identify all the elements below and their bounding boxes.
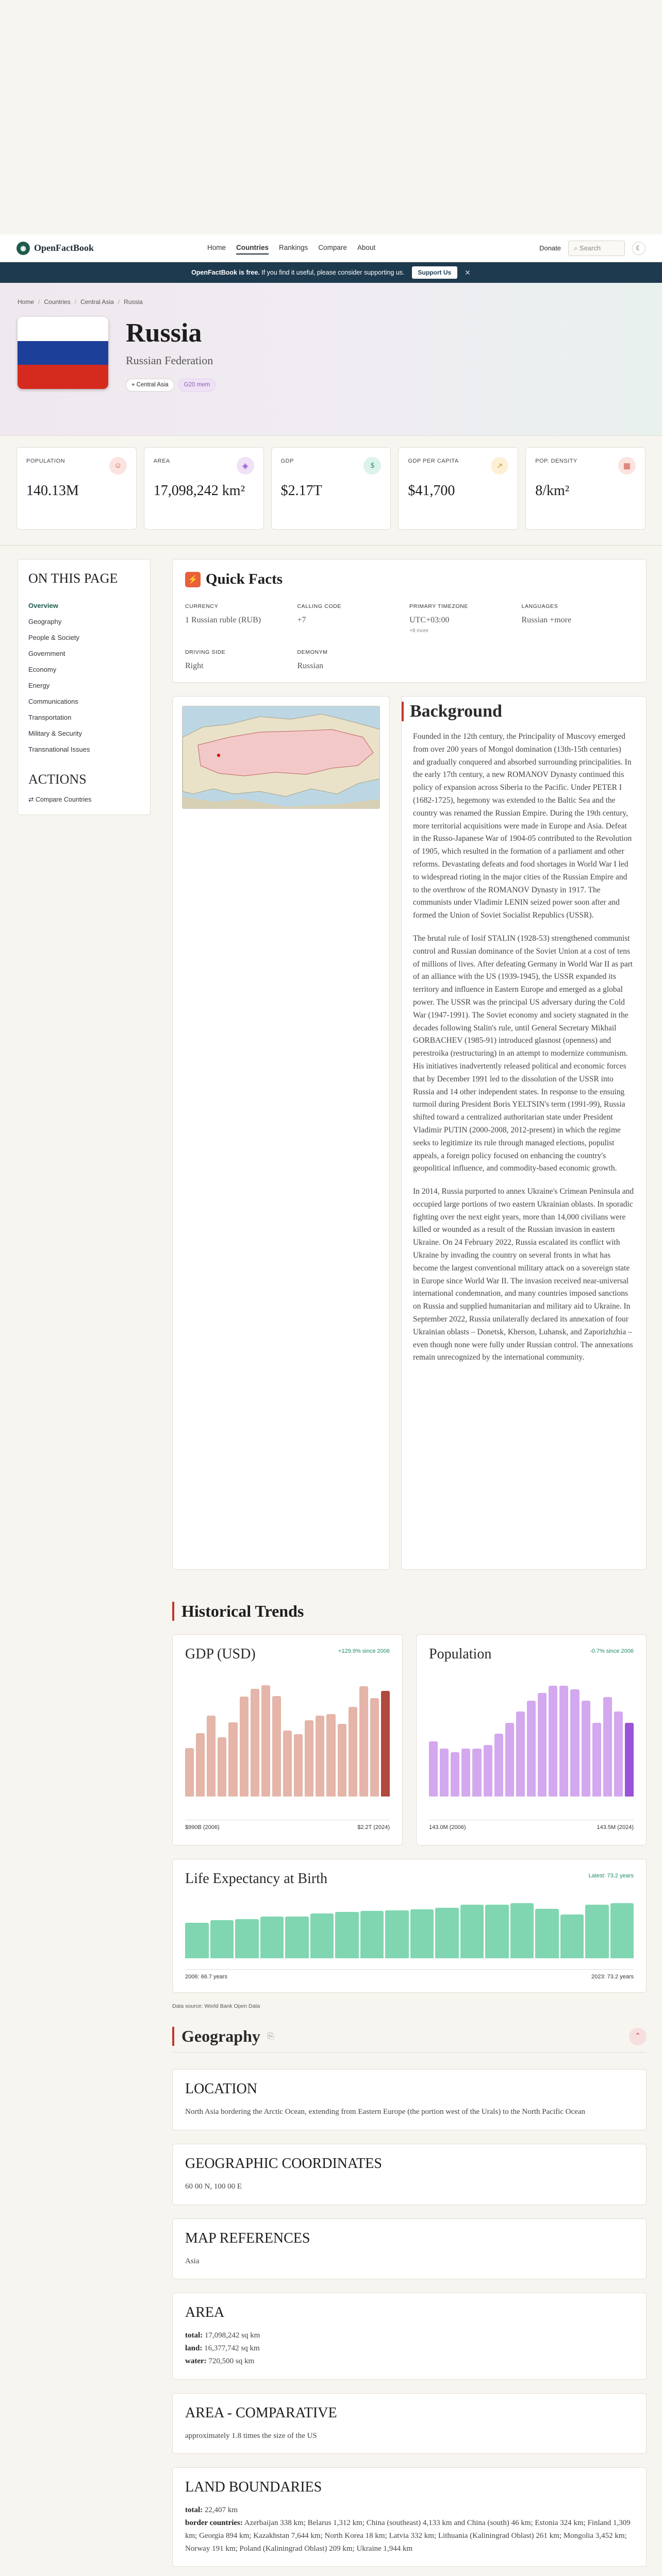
geography-header (172, 2027, 647, 2053)
search-input[interactable] (568, 241, 625, 256)
gdp-bar (261, 1685, 270, 1797)
geography-card (172, 2393, 647, 2454)
gdp-bar (272, 1696, 281, 1797)
stat-card (144, 447, 264, 530)
geography-card (172, 2069, 647, 2130)
crumb-countries[interactable]: Countries (44, 298, 71, 306)
geography-card-line (185, 2504, 634, 2517)
life-bar (510, 1903, 534, 1958)
quick-fact (409, 603, 522, 634)
toc-item[interactable]: Transportation (28, 714, 72, 721)
population-bar (582, 1701, 590, 1797)
population-bar (625, 1723, 634, 1797)
stat-label: POP. DENSITY (535, 458, 577, 464)
geography-card-title: MAP REFERENCES (185, 2230, 310, 2246)
stat-card (16, 447, 137, 530)
fact-label: DEMONYM (297, 649, 328, 655)
line-text: 17,098,242 sq km (204, 2331, 260, 2340)
life-bar (335, 1912, 359, 1958)
gdp-bar (251, 1689, 259, 1797)
area-icon: ◈ (237, 457, 254, 474)
collapse-icon[interactable]: ⌃ (629, 2028, 647, 2045)
globe-icon: ◉ (16, 242, 30, 255)
population-bar (592, 1723, 601, 1797)
compare-countries-link[interactable]: ⇄ Compare Countries (28, 796, 92, 803)
country-hero (0, 283, 662, 436)
life-bar (610, 1903, 634, 1958)
actions-title: ACTIONS (28, 772, 87, 787)
gdp-bar (218, 1737, 226, 1797)
stat-card (398, 447, 518, 530)
life-bar (360, 1911, 384, 1958)
population-bar (429, 1741, 438, 1797)
map-card (172, 696, 390, 1570)
sidebar (18, 559, 151, 2576)
geography-card (172, 2144, 647, 2205)
life-bar (185, 1923, 209, 1958)
geography-card-line (185, 2255, 634, 2268)
top-whitespace (0, 0, 662, 234)
geography-card-title: GEOGRAPHIC COORDINATES (185, 2155, 382, 2172)
logo[interactable] (16, 242, 207, 255)
page-toc (18, 559, 151, 815)
nav-link-countries[interactable]: Countries (236, 242, 269, 255)
geography-card-line (185, 2342, 634, 2355)
lightning-icon: ⚡ (185, 572, 201, 587)
close-icon[interactable]: ✕ (465, 268, 471, 277)
compare-icon: ⇄ (28, 796, 34, 803)
population-bar (527, 1701, 536, 1797)
line-label: water: (185, 2357, 207, 2365)
country-flag (18, 317, 108, 389)
nav-link-rankings[interactable]: Rankings (279, 244, 308, 251)
stat-value: $2.17T (280, 483, 322, 499)
main-content (172, 559, 647, 2576)
gdp-bar (240, 1697, 249, 1797)
line-text: Asia (185, 2257, 200, 2265)
flag-stripe (18, 365, 108, 389)
population-bar (559, 1686, 568, 1797)
gdp-bar (326, 1714, 335, 1797)
stat-card (525, 447, 646, 530)
gdp-bar (228, 1722, 237, 1797)
logo-text: OpenFactBook (34, 243, 94, 253)
toc-item[interactable]: Economy (28, 666, 57, 673)
geography-card (172, 2467, 647, 2567)
population-bar (549, 1686, 557, 1797)
life-bar (310, 1913, 334, 1958)
gdp-start: $990B (2006) (185, 1824, 220, 1831)
geography-card-line (185, 2180, 634, 2193)
gdp-bar (349, 1707, 357, 1797)
breadcrumb: Home / Countries / Central Asia / Russia (18, 298, 143, 306)
line-text: 60 00 N, 100 00 E (185, 2182, 242, 2191)
gdp-bar (283, 1731, 292, 1797)
population-bar (614, 1711, 623, 1797)
fact-value: +7 (297, 616, 306, 624)
population-bar (603, 1697, 612, 1797)
toc-item[interactable]: Transnational Issues (28, 745, 90, 753)
population-bar (570, 1689, 579, 1797)
quick-facts-title: Quick Facts (206, 571, 283, 587)
line-text: approximately 1.8 times the size of the US (185, 2431, 317, 2440)
population-bar (538, 1693, 547, 1797)
geography-card (172, 2218, 647, 2280)
anchor-link-icon[interactable]: ⎘ (267, 2031, 274, 2041)
stat-label: GDP (280, 458, 294, 464)
data-source: Data source: World Bank Open Data (172, 2003, 260, 2009)
quick-fact (185, 603, 297, 634)
search-icon: ⌕ (574, 244, 580, 252)
population-start: 143.0M (2006) (429, 1824, 466, 1831)
life-bar (560, 1914, 584, 1958)
line-text: Azerbaijan 338 km; Belarus 1,312 km; China (southeast) 4,133 km and China (south) 46 km; Estonia 324 km; Finland 1,309 km; Georgia 894 km; Kazakhstan 7,644 km; North Korea 18 km; Latvia 332 km; Lithuania (Kaliningrad Oblast) 261 km; Mongolia 3,452 km; Norway 191 km; Poland (Kaliningrad Oblast) 209 km; Ukraine 1,944 km (185, 2519, 631, 2553)
geography-card-title: LOCATION (185, 2081, 257, 2097)
nav-links (207, 242, 375, 255)
gdp-bar (381, 1691, 390, 1797)
stat-value: $41,700 (408, 483, 455, 499)
nav-right (539, 241, 646, 256)
life-bar (535, 1909, 559, 1958)
fact-value: Russian (297, 662, 324, 670)
country-map[interactable] (182, 706, 380, 809)
population-bar (472, 1749, 481, 1797)
fact-label: DRIVING SIDE (185, 649, 226, 655)
flag-stripe (18, 317, 108, 341)
trends-title: Historical Trends (172, 1602, 647, 1621)
nav-link-home[interactable]: Home (207, 244, 226, 251)
quick-fact (297, 649, 410, 671)
line-label: total: (185, 2506, 203, 2515)
flag-stripe (18, 341, 108, 365)
nav-link-compare[interactable]: Compare (318, 244, 347, 251)
fact-value: UTC+03:00 (409, 616, 450, 624)
life-bar (460, 1905, 484, 1958)
crumb-current: Russia (124, 298, 143, 306)
line-label: total: (185, 2331, 203, 2340)
gdp-end: $2.2T (2024) (357, 1824, 390, 1831)
fact-more-link[interactable]: +8 more (409, 628, 428, 634)
membership-chip[interactable]: G20 mem (178, 379, 216, 392)
geography-card-line (185, 2355, 634, 2368)
fact-value: 1 Russian ruble (RUB) (185, 616, 261, 624)
fact-value: Russian +more (521, 616, 572, 624)
population-bar (516, 1711, 525, 1797)
crumb-region[interactable]: Central Asia (80, 298, 114, 306)
background-paragraph: In 2014, Russia purported to annex Ukraine's Crimean Peninsula and occupied large portions of two eastern Ukrainian oblasts. In sporadic fighting over the next eight years, more than 14,000 civilians were killed or wounded as a result of the Russian invasion in eastern Ukraine. On 24 February 2022, Russia escalated its conflict with Ukraine by invading the country on several fronts in what has become the largest conventional military attack on a sovereign state in Europe since World War II. The invasion received near-universal international condemnation, and many countries imposed sanctions on Russia and supplied humanitarian and military aid to Ukraine. In September 2022, Russia unilaterally declared its annexation of four Ukrainian oblasts – Donetsk, Kherson, Luhansk, and Zaporizhzhia – even though none were fully under Russian control. The annexations remain unrecognized by the international community. (413, 1187, 634, 1362)
life-bar (485, 1905, 509, 1958)
gdp-bar (370, 1698, 379, 1797)
life-bar (235, 1919, 259, 1958)
geography-title: Geography (172, 2027, 260, 2046)
line-text: 16,377,742 sq km (204, 2344, 260, 2352)
population-bar (484, 1745, 492, 1797)
moon-icon[interactable]: ☾ (632, 242, 646, 255)
search-placeholder: Search (579, 244, 601, 252)
toc-item[interactable]: Energy (28, 682, 50, 689)
quick-fact (297, 603, 410, 634)
toc-item[interactable]: People & Society (28, 634, 80, 641)
quick-fact (522, 603, 634, 634)
gdp-change: +129.9% since 2006 (338, 1648, 390, 1654)
gdp-bar (294, 1734, 303, 1797)
line-label: land: (185, 2344, 203, 2352)
geography-card-title: AREA - COMPARATIVE (185, 2404, 337, 2421)
population-bar (494, 1734, 503, 1797)
toc-item[interactable]: Communications (28, 698, 78, 705)
life-bar (410, 1909, 434, 1958)
gdp-bar (359, 1686, 368, 1797)
population-bar (440, 1749, 449, 1797)
line-label: border countries: (185, 2519, 243, 2527)
population-bar (505, 1723, 514, 1797)
key-stats (0, 436, 662, 530)
life-start: 2006: 66.7 years (185, 1974, 227, 1980)
geography-card-line (185, 2430, 634, 2443)
gdp-bar (338, 1724, 346, 1797)
population-end: 143.5M (2024) (597, 1824, 634, 1831)
top-nav (0, 234, 662, 262)
support-banner (0, 262, 662, 283)
background-card (401, 696, 647, 1570)
trend-icon: ↗ (491, 457, 508, 474)
background-paragraph: The brutal rule of Iosif STALIN (1928-53) strengthened communist control and Russian dominance of the Soviet Union at a cost of tens of millions of lives. After defeating Germany in World War II as part of an alliance with the US (1939-1945), the USSR expanded its territory and influence in Eastern Europe and emerged as a global power. The USSR was the principal US adversary during the Cold War (1947-1991). The Soviet economy and society stagnated in the decades following Stalin's rule, until General Secretary Mikhail GORBACHEV (1985-91) introduced glasnost (openness) and perestroika (restructuring) in an attempt to modernize communism. His initiatives inadvertently released political and economic forces that by December 1991 led to the dissolution of the USSR into Russia and 14 other independent states. In response to the ensuing turmoil during President Boris YELTSIN's term (1991-99), Russia shifted toward a centralized authoritarian state under President Vladimir PUTIN (2000-2008, 2012-present) in which the regime seeks to legitimize its rule through managed elections, populist appeals, a foreign policy focused on enhancing the country's geopolitical influence, and commodity-based economic growth. (413, 934, 633, 1173)
fact-label: CURRENCY (185, 603, 219, 609)
toc-item[interactable]: Overview (28, 602, 58, 609)
life-latest: Latest: 73.2 years (588, 1873, 634, 1879)
fact-label: LANGUAGES (521, 603, 558, 609)
population-bar (451, 1752, 459, 1797)
banner-text: OpenFactBook is free. If you find it useful, please consider supporting us. (191, 269, 405, 276)
life-bar (385, 1910, 409, 1958)
life-bar (285, 1917, 309, 1958)
stat-value: 8/km² (535, 483, 570, 499)
toc-item[interactable]: Military & Security (28, 730, 82, 737)
geography-card (172, 2293, 647, 2379)
background-title: Background (402, 702, 635, 721)
geography-card-line (185, 2106, 634, 2119)
stat-label: POPULATION (26, 458, 65, 464)
stat-card (271, 447, 391, 530)
crumb-home[interactable]: Home (18, 298, 35, 306)
fact-label: PRIMARY TIMEZONE (409, 603, 469, 609)
gdp-bar (185, 1748, 194, 1797)
life-bar (260, 1917, 284, 1958)
support-button[interactable]: Support Us (412, 266, 458, 279)
nav-link-about[interactable]: About (357, 244, 376, 251)
life-end: 2023: 73.2 years (591, 1974, 634, 1980)
population-chart (416, 1634, 647, 1845)
people-icon: ☺ (109, 457, 127, 474)
official-name: Russian Federation (126, 354, 213, 367)
geography-card-line (185, 2329, 634, 2342)
population-title: Population (429, 1646, 492, 1662)
stat-value: 17,098,242 km² (153, 483, 245, 499)
life-bar (210, 1920, 234, 1958)
geography-card-title: AREA (185, 2304, 225, 2321)
line-text: 720,500 sq km (208, 2357, 255, 2365)
fact-label: CALLING CODE (297, 603, 341, 609)
toc-title: ON THIS PAGE (28, 571, 118, 586)
dollar-icon: $ (363, 457, 381, 474)
gdp-title: GDP (USD) (185, 1646, 256, 1662)
life-title: Life Expectancy at Birth (185, 1871, 327, 1887)
quick-facts-card (172, 559, 647, 683)
population-change: -0.7% since 2006 (590, 1648, 634, 1654)
geography-card-line (185, 2517, 634, 2555)
toc-item[interactable]: Geography (28, 618, 62, 625)
life-bar (435, 1908, 459, 1958)
fact-value: Right (185, 662, 204, 670)
gdp-bar (305, 1720, 313, 1797)
gdp-bar (207, 1716, 216, 1797)
donate-link[interactable]: Donate (539, 244, 561, 252)
line-text: North Asia bordering the Arctic Ocean, extending from Eastern Europe (the portion west of the Urals) to the North Pacific Ocean (185, 2108, 586, 2116)
density-icon: ▦ (618, 457, 636, 474)
gdp-chart (172, 1634, 403, 1845)
gdp-bar (316, 1716, 324, 1797)
population-bar (461, 1749, 470, 1797)
stat-value: 140.13M (26, 483, 79, 499)
line-text: 22,407 km (204, 2506, 238, 2515)
region-chip[interactable]: ⌖ Central Asia (126, 379, 174, 392)
quick-fact (185, 649, 297, 671)
life-bar (585, 1905, 609, 1958)
toc-item[interactable]: Government (28, 650, 65, 657)
gdp-bar (196, 1733, 205, 1797)
stat-label: GDP PER CAPITA (408, 458, 459, 464)
geography-card-title: LAND BOUNDARIES (185, 2479, 322, 2496)
stat-label: AREA (153, 458, 170, 464)
life-expectancy-chart (172, 1859, 647, 1993)
country-name: Russia (126, 318, 202, 348)
background-paragraph: Founded in the 12th century, the Principality of Muscovy emerged from over 200 years of Mongol domination (13th-15th centuries) and gradually conquered and absorbed surrounding principalities. In the early 17th century, a new ROMANOV Dynasty continued this policy of expansion across Siberia to the Pacific. Under PETER I (1682-1725), hegemony was extended to the Baltic Sea and the country was renamed the Russian Empire. During the 19th century, more territorial acquisitions were made in Europe and Asia. Defeat in the Russo-Japanese War of 1904-05 contributed to the Revolution of 1905, which resulted in the formation of a parliament and other reforms. Devastating defeats and food shortages in World War I led to widespread rioting in the major cities of the Russian Empire and to the overthrow of the ROMANOV Dynasty in 1917. The communists under Vladimir LENIN seized power soon after and formed the Union of Soviet Socialist Republics (USSR). (413, 732, 632, 920)
